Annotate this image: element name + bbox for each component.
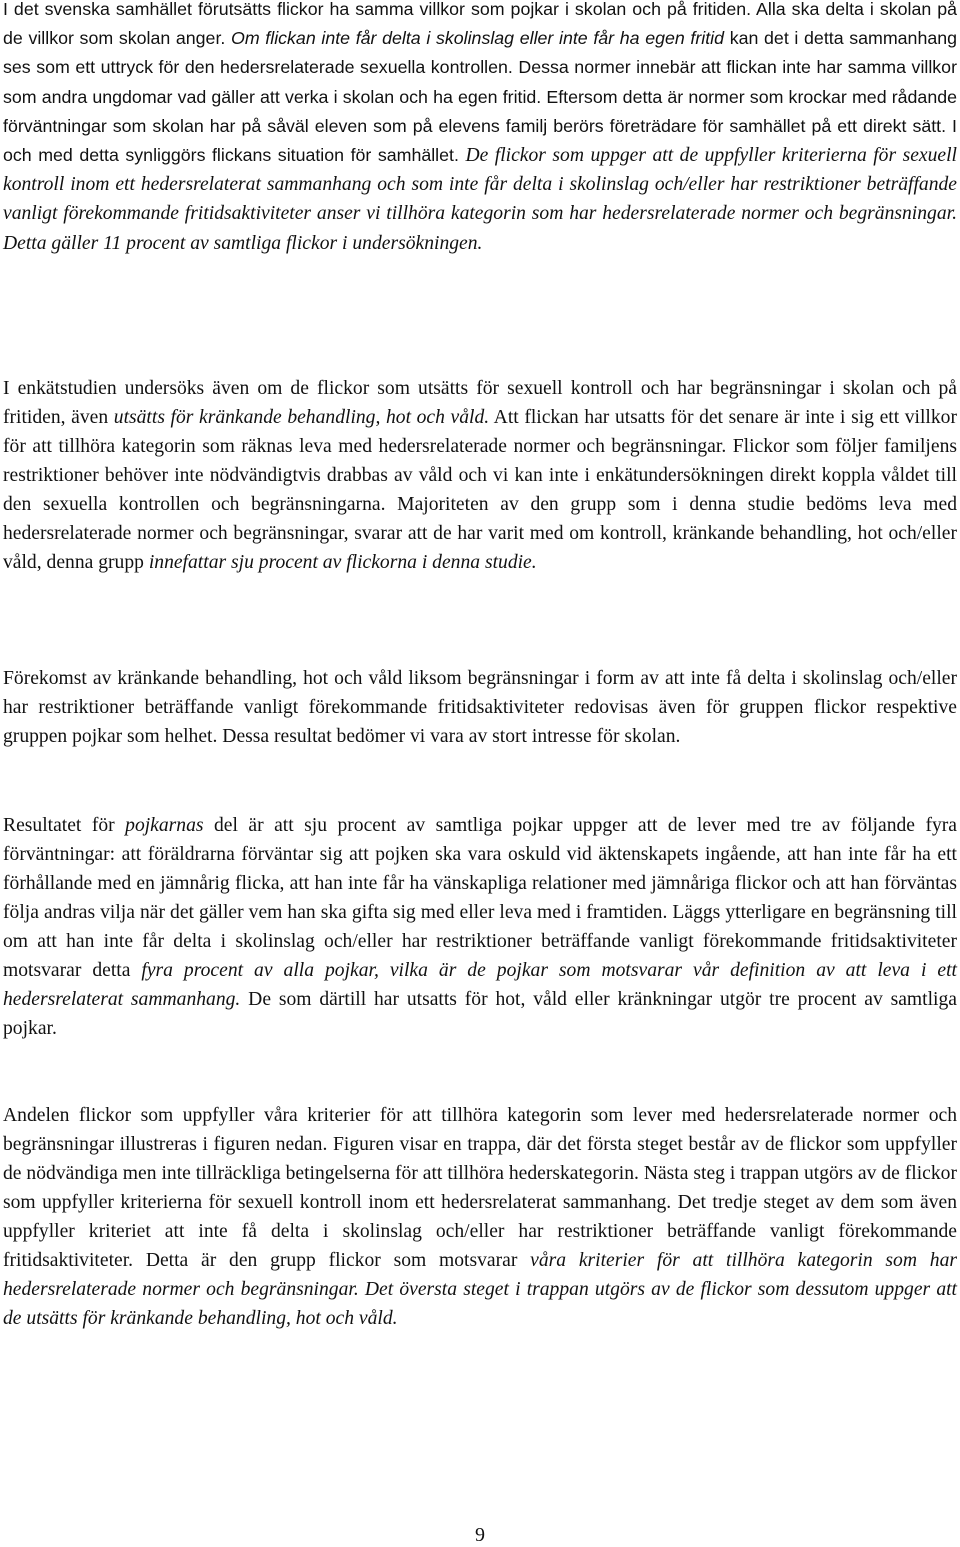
text-segment: De flickor som uppger att de uppfyller kriterierna för sexuell kontroll inom ett hedersrelaterat sammanhang och som inte får delta i skolinslag och/eller har restriktioner beträffande vanligt förekommande fritidsaktiviteter anser vi tillhöra kategorin som har hedersrelaterade normer och begränsningar. Detta gäller 11 procent av samtliga flickor i undersökningen. bbox=[3, 145, 957, 254]
text-segment: våra kriterier för att tillhöra kategorin som har hedersrelaterade normer och begränsningar. Det översta steget i trappan utgörs av de flickor som dessutom uppger att de utsätts för kränkande behandling, hot och våld. bbox=[3, 1250, 957, 1329]
text-segment: Att flickan har utsatts för det senare är inte i sig ett villkor för att tillhöra kategorin som räknas leva med hedersrelaterade normer och begränsningar. Flickor som följer familjens restriktioner behöver inte nödvändigtvis drabbas av våld och vi kan inte i enkätundersökningen direkt koppla våldet till den sexuella kontrollen och begränsningarna. Majoriteten av den grupp som i denna studie bedöms leva med hedersrelaterade normer och begränsningar, svarar att de har varit med om kontroll, kränkande behandling, hot och/eller våld, denna grupp bbox=[3, 407, 957, 573]
paragraph-3 bbox=[3, 664, 957, 751]
text-segment: utsätts för kränkande behandling, hot och våld. bbox=[113, 407, 490, 428]
text-segment: I enkätstudien undersöks även om de flickor som utsätts för sexuell kontroll och har begränsningar i skolan och på fritiden, även bbox=[3, 378, 957, 428]
text-segment: I det svenska samhället förutsätts flickor ha samma villkor som pojkar i skolan och på fritiden. Alla ska delta i skolan på de villkor som skolan anger. bbox=[3, 0, 957, 49]
paragraph-5 bbox=[3, 1101, 957, 1333]
text-segment: Förekomst av kränkande behandling, hot och våld liksom begränsningar i form av att inte få delta i skolinslag och/eller har restriktioner beträffande vanligt förekommande fritidsaktiviteter redovisas även för gruppen flickor respektive gruppen pojkar som helhet. Dessa resultat bedömer vi vara av stort intresse för skolan. bbox=[3, 668, 957, 747]
text-segment: Resultatet för bbox=[3, 815, 126, 836]
text-segment: kan det i detta sammanhang ses som ett uttryck för den hedersrelaterade sexuella kontrollen. Dessa normer innebär att flickan inte har samma villkor som andra ungdomar vad gäller att verka i skolan och ha egen fritid. Eftersom detta är normer som krockar med rådande förväntningar som skolan har på såväl eleven som på elevens familj berörs företrädare för samhället på ett direkt sätt. I och med detta synliggörs flickans situation för samhället. bbox=[3, 28, 957, 166]
text-segment: Om flickan inte får delta i skolinslag eller inte får ha egen fritid bbox=[231, 28, 725, 49]
page-number: 9 bbox=[475, 1524, 485, 1546]
paragraph-2 bbox=[3, 374, 957, 577]
text-segment: innefattar sju procent av flickorna i denna studie. bbox=[148, 552, 537, 573]
paragraph-1 bbox=[3, 0, 957, 258]
text-segment: del är att sju procent av samtliga pojkar uppger att de lever med tre av följande fyra förväntningar: att föräldrarna förväntar sig att pojken ska vara oskuld vid äktenskapets ingående, att han inte får ha ett förhållande med en jämnårig flicka, att han inte får ha vänskapliga relationer med jämnåriga flickor och att han förväntas följa andras vilja när det gäller vem han ska gifta sig med eller leva med i framtiden. Läggs ytterligare en begränsning till om att han inte får delta i skolinslag och/eller har restriktioner beträffande vanligt förekommande fritidsaktiviteter motsvarar detta bbox=[3, 815, 957, 981]
text-segment: Andelen flickor som uppfyller våra kriterier för att tillhöra kategorin som lever med hedersrelaterade normer och begränsningar illustreras i figuren nedan. Figuren visar en trappa, där det första steget består av de flickor som uppfyller de nödvändiga men inte tillräckliga betingelserna för att tillhöra hederskategorin. Nästa steg i trappan utgörs av de flickor som uppfyller kriterierna för sexuell kontroll inom ett hedersrelaterat sammanhang. Det tredje steget av dem som även uppfyller kriteriet att inte få delta i skolinslag och/eller har restriktioner beträffande vanligt förekommande fritidsaktiviteter. Detta är den grupp flickor som motsvarar bbox=[3, 1105, 957, 1271]
text-segment: De som därtill har utsatts för hot, våld eller kränkningar utgör tre procent av samtliga pojkar. bbox=[3, 989, 957, 1039]
paragraph-4 bbox=[3, 811, 957, 1043]
text-segment: pojkarnas bbox=[125, 815, 204, 836]
text-segment: fyra procent av alla pojkar, vilka är de pojkar som motsvarar vår definition av att leva i ett hedersrelaterat sammanhang. bbox=[3, 960, 957, 1010]
